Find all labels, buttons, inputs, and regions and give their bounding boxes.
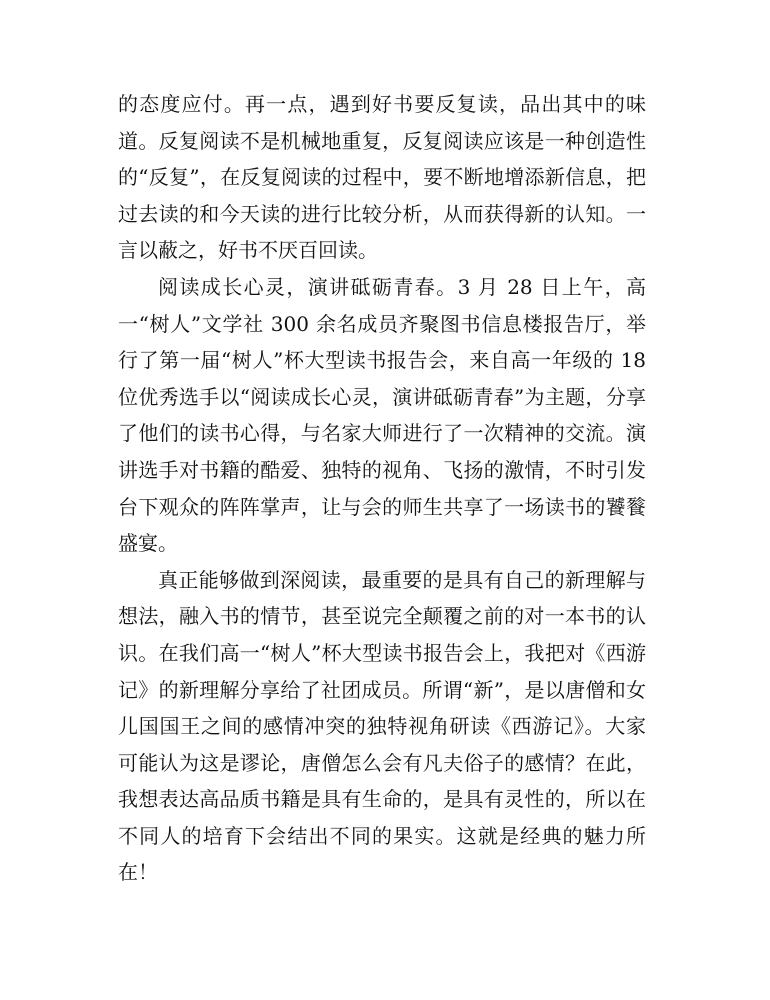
paragraph-reading-report: 阅读成长心灵，演讲砥砺青春。3 月 28 日上午，高一“树人”文学社 300 余名成员齐聚图书信息楼报告厅，举行了第一届“树人”杯大型读书报告会，来自高一年级的 18 位优秀选手以“阅读成长心灵，演讲砥砺青春”为主题，分享了他们的读书心得，与名家大师进行了一次精神的交流。演讲选手对书籍的酷爱、独特的视角、飞扬的激情，不时引发台下观众的阵阵掌声，让与会的师生共享了一场读书的饕餮盛宴。 bbox=[118, 274, 646, 556]
paragraph-continued: 的态度应付。再一点，遇到好书要反复读，品出其中的味道。反复阅读不是机械地重复，反复阅读应该是一种创造性的“反复”，在反复阅读的过程中，要不断地增添新信息，把过去读的和今天读的进行比较分析，从而获得新的认知。一言以蔽之，好书不厌百回读。 bbox=[118, 92, 646, 263]
body-text bbox=[118, 86, 646, 891]
paragraph-deep-reading: 真正能够做到深阅读，最重要的是具有自己的新理解与想法，融入书的情节，甚至说完全颠覆之前的对一本书的认识。在我们高一“树人”杯大型读书报告会上，我把对《西游记》的新理解分享给了社团成员。所谓“新”，是以唐僧和女儿国国王之间的感情冲突的独特视角研读《西游记》。大家可能认为这是谬论，唐僧怎么会有凡夫俗子的感情？在此，我想表达高品质书籍是具有生命的，是具有灵性的，所以在不同人的培育下会结出不同的果实。这就是经典的魅力所在！ bbox=[118, 567, 646, 885]
